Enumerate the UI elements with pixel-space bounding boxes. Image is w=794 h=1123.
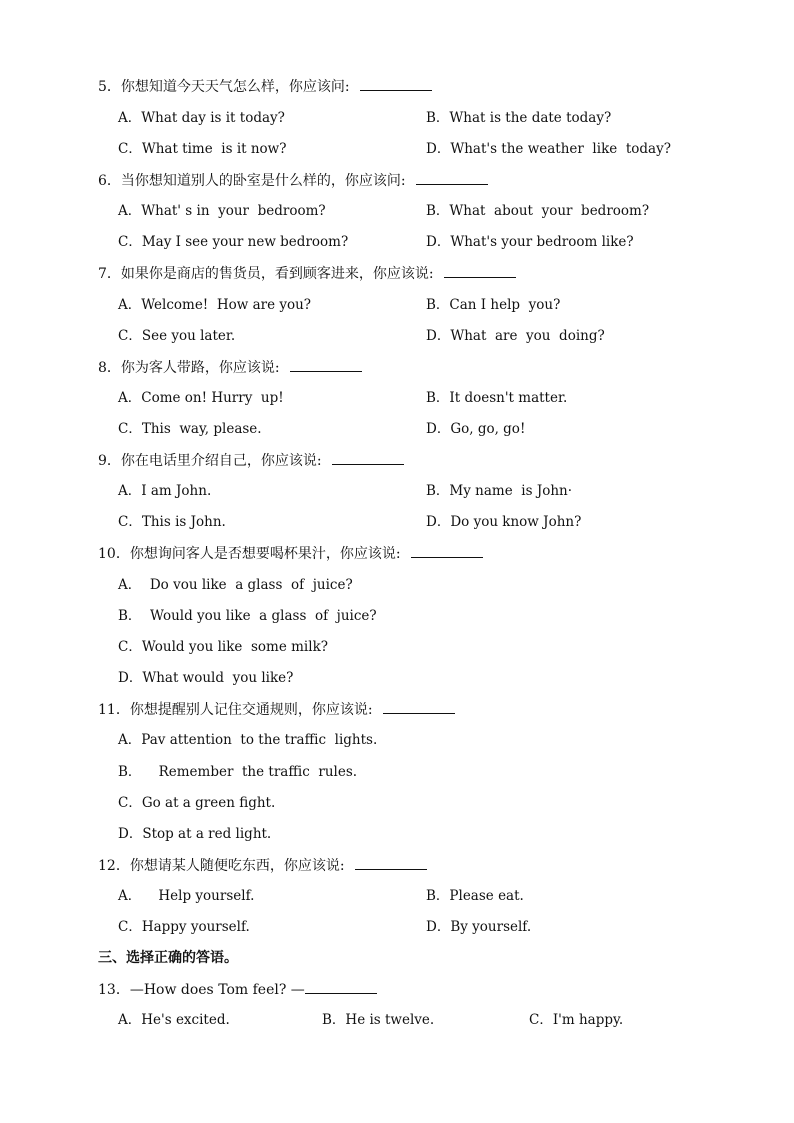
option-a: A．Welcome! How are you? — [118, 297, 312, 313]
answer-blank[interactable] — [411, 543, 483, 558]
answer-blank[interactable] — [383, 699, 455, 714]
question-11 — [98, 699, 455, 719]
option-b: B．Can I help you? — [426, 297, 561, 313]
question-6 — [98, 170, 488, 190]
question-prompt: 11．你想提醒别人记住交通规则，你应该说: — [98, 702, 377, 718]
question-prompt: 9．你在电话里介绍自己，你应该说: — [98, 453, 327, 469]
option-a: A． Help yourself. — [118, 888, 255, 904]
option-b: B．It doesn't matter. — [426, 390, 568, 406]
option-d: D．What's your bedroom like? — [426, 234, 634, 250]
question-prompt: 8．你为客人带路，你应该说: — [98, 360, 285, 376]
option-a: A．What' s in your bedroom? — [118, 203, 326, 219]
option-c: C．I'm happy. — [529, 1012, 624, 1028]
option-b: B．Please eat. — [426, 888, 524, 904]
answer-blank[interactable] — [355, 855, 427, 870]
question-prompt: 6．当你想知道别人的卧室是什么样的，你应该问: — [98, 173, 411, 189]
option-b: B．He is twelve. — [322, 1012, 435, 1028]
option-d: D．What would you like? — [118, 670, 294, 686]
option-c: C．See you later. — [118, 328, 236, 344]
option-a: A．Pav attention to the traffic lights. — [118, 732, 378, 748]
answer-blank[interactable] — [360, 76, 432, 91]
option-c: C．This is John. — [118, 514, 226, 530]
question-9 — [98, 450, 404, 470]
option-a: A． Do vou like a glass of juice? — [118, 577, 353, 593]
option-b: B．What about your bedroom? — [426, 203, 650, 219]
answer-blank[interactable] — [444, 263, 516, 278]
question-13 — [98, 979, 377, 999]
option-b: B．My name is John· — [426, 483, 573, 499]
option-d: D．By yourself. — [426, 919, 532, 935]
option-c: C．Happy yourself. — [118, 919, 250, 935]
option-d: D．Go, go, go! — [426, 421, 526, 437]
question-10 — [98, 543, 483, 563]
question-prompt: 13．—How does Tom feel? — — [98, 982, 305, 998]
question-prompt: 12．你想请某人随便吃东西，你应该说: — [98, 858, 349, 874]
question-12 — [98, 855, 427, 875]
question-prompt: 7．如果你是商店的售货员，看到顾客进来，你应该说: — [98, 266, 439, 282]
option-a: A．What day is it today? — [118, 110, 285, 126]
question-prompt: 10．你想询问客人是否想要喝杯果汁，你应该说: — [98, 546, 405, 562]
answer-blank[interactable] — [332, 450, 404, 465]
option-c: C．What time is it now? — [118, 141, 287, 157]
option-c: C．May I see your new bedroom? — [118, 234, 349, 250]
option-b: B．What is the date today? — [426, 110, 612, 126]
option-d: D．Stop at a red light. — [118, 826, 272, 842]
option-d: D．What's the weather like today? — [426, 141, 671, 157]
answer-blank[interactable] — [305, 979, 377, 994]
option-c: C．This way, please. — [118, 421, 262, 437]
option-d: D．Do you know John? — [426, 514, 582, 530]
option-c: C．Go at a green fight. — [118, 795, 276, 811]
answer-blank[interactable] — [290, 357, 362, 372]
question-8 — [98, 357, 362, 377]
answer-blank[interactable] — [416, 170, 488, 185]
option-b: B． Remember the traffic rules. — [118, 764, 358, 780]
section-title: 三、选择正确的答语。 — [98, 950, 238, 966]
option-c: C．Would you like some milk? — [118, 639, 328, 655]
option-a: A．He's excited. — [118, 1012, 230, 1028]
option-d: D．What are you doing? — [426, 328, 605, 344]
question-7 — [98, 263, 516, 283]
option-b: B． Would you like a glass of juice? — [118, 608, 377, 624]
question-5 — [98, 76, 432, 96]
question-prompt: 5．你想知道今天天气怎么样，你应该问: — [98, 79, 355, 95]
option-a: A．Come on! Hurry up! — [118, 390, 284, 406]
option-a: A．I am John. — [118, 483, 212, 499]
